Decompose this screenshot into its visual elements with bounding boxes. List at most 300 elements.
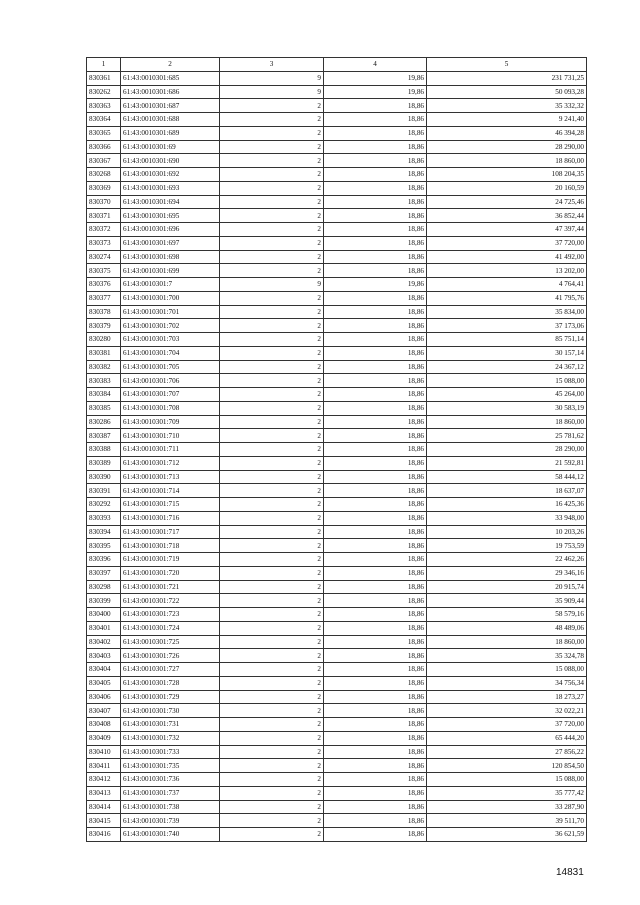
table-cell-col5: 58 444,12 — [427, 470, 587, 484]
table-cell-col1: 830411 — [87, 759, 121, 773]
table-cell-col4: 18,86 — [324, 704, 427, 718]
table-cell-col5: 9 241,40 — [427, 113, 587, 127]
table-cell-col1: 830280 — [87, 333, 121, 347]
table-cell-col5: 65 444,20 — [427, 731, 587, 745]
table-row — [87, 498, 587, 512]
table-cell-col2: 61:43:0010301:700 — [121, 291, 220, 305]
table-cell-col4: 18,86 — [324, 99, 427, 113]
table-cell-col5: 18 273,27 — [427, 690, 587, 704]
table-cell-col2: 61:43:0010301:689 — [121, 126, 220, 140]
table-cell-col2: 61:43:0010301:720 — [121, 566, 220, 580]
table-cell-col1: 830408 — [87, 718, 121, 732]
table-cell-col3: 2 — [220, 663, 324, 677]
table-row — [87, 580, 587, 594]
table-cell-col4: 18,86 — [324, 456, 427, 470]
table-cell-col5: 35 834,00 — [427, 305, 587, 319]
table-cell-col1: 830376 — [87, 278, 121, 292]
table-cell-col1: 830372 — [87, 223, 121, 237]
table-row — [87, 140, 587, 154]
table-cell-col5: 35 909,44 — [427, 594, 587, 608]
table-cell-col3: 9 — [220, 71, 324, 85]
table-cell-col5: 35 324,78 — [427, 649, 587, 663]
table-cell-col3: 2 — [220, 223, 324, 237]
table-cell-col4: 18,86 — [324, 663, 427, 677]
table-cell-col1: 830389 — [87, 456, 121, 470]
table-cell-col1: 830379 — [87, 319, 121, 333]
table-cell-col4: 18,86 — [324, 168, 427, 182]
table-cell-col2: 61:43:0010301:738 — [121, 800, 220, 814]
table-cell-col2: 61:43:0010301:740 — [121, 828, 220, 842]
table-row — [87, 786, 587, 800]
table-cell-col3: 2 — [220, 690, 324, 704]
column-header-5: 5 — [427, 58, 587, 72]
table-cell-col2: 61:43:0010301:739 — [121, 814, 220, 828]
table-cell-col1: 830394 — [87, 525, 121, 539]
table-cell-col2: 61:43:0010301:706 — [121, 374, 220, 388]
table-cell-col4: 18,86 — [324, 800, 427, 814]
page-number: 14831 — [556, 867, 584, 878]
table-cell-col3: 2 — [220, 731, 324, 745]
table-cell-col5: 37 720,00 — [427, 718, 587, 732]
table-row — [87, 704, 587, 718]
table-row — [87, 553, 587, 567]
table-cell-col2: 61:43:0010301:707 — [121, 388, 220, 402]
table-cell-col3: 2 — [220, 374, 324, 388]
table-cell-col4: 18,86 — [324, 291, 427, 305]
table-cell-col2: 61:43:0010301:69 — [121, 140, 220, 154]
table-cell-col2: 61:43:0010301:727 — [121, 663, 220, 677]
table-cell-col4: 18,86 — [324, 470, 427, 484]
table-cell-col5: 37 173,06 — [427, 319, 587, 333]
table-cell-col5: 47 397,44 — [427, 223, 587, 237]
table-cell-col4: 18,86 — [324, 126, 427, 140]
table-cell-col3: 2 — [220, 553, 324, 567]
table-row — [87, 470, 587, 484]
table-cell-col2: 61:43:0010301:696 — [121, 223, 220, 237]
table-cell-col5: 46 394,28 — [427, 126, 587, 140]
table-cell-col5: 36 621,59 — [427, 828, 587, 842]
table-cell-col3: 2 — [220, 168, 324, 182]
table-cell-col1: 830416 — [87, 828, 121, 842]
table-row — [87, 236, 587, 250]
table-cell-col1: 830298 — [87, 580, 121, 594]
table-cell-col2: 61:43:0010301:731 — [121, 718, 220, 732]
table-cell-col2: 61:43:0010301:725 — [121, 635, 220, 649]
table-cell-col1: 830383 — [87, 374, 121, 388]
table-cell-col5: 15 088,00 — [427, 374, 587, 388]
table-cell-col1: 830363 — [87, 99, 121, 113]
table-row — [87, 539, 587, 553]
table-cell-col1: 830384 — [87, 388, 121, 402]
table-cell-col3: 2 — [220, 443, 324, 457]
table-cell-col1: 830396 — [87, 553, 121, 567]
table-cell-col2: 61:43:0010301:708 — [121, 401, 220, 415]
table-cell-col1: 830366 — [87, 140, 121, 154]
table-row — [87, 181, 587, 195]
table-cell-col5: 13 202,00 — [427, 264, 587, 278]
table-cell-col3: 2 — [220, 718, 324, 732]
table-row — [87, 649, 587, 663]
table-cell-col2: 61:43:0010301:690 — [121, 154, 220, 168]
table-cell-col1: 830391 — [87, 484, 121, 498]
table-row — [87, 663, 587, 677]
table-cell-col3: 2 — [220, 456, 324, 470]
table-cell-col3: 2 — [220, 828, 324, 842]
data-table — [86, 57, 587, 842]
column-header-3: 3 — [220, 58, 324, 72]
table-cell-col1: 830402 — [87, 635, 121, 649]
table-cell-col1: 830382 — [87, 360, 121, 374]
table-cell-col2: 61:43:0010301:716 — [121, 511, 220, 525]
table-cell-col5: 41 795,76 — [427, 291, 587, 305]
table-row — [87, 278, 587, 292]
table-row — [87, 209, 587, 223]
table-cell-col2: 61:43:0010301:721 — [121, 580, 220, 594]
table-cell-col5: 58 579,16 — [427, 608, 587, 622]
table-cell-col5: 15 088,00 — [427, 773, 587, 787]
table-cell-col2: 61:43:0010301:704 — [121, 346, 220, 360]
table-cell-col3: 2 — [220, 140, 324, 154]
table-row — [87, 126, 587, 140]
table-cell-col5: 18 637,07 — [427, 484, 587, 498]
table-cell-col5: 33 948,00 — [427, 511, 587, 525]
table-cell-col2: 61:43:0010301:686 — [121, 85, 220, 99]
table-cell-col5: 4 764,41 — [427, 278, 587, 292]
table-cell-col4: 18,86 — [324, 525, 427, 539]
table-body — [87, 71, 587, 841]
table-cell-col1: 830403 — [87, 649, 121, 663]
table-cell-col2: 61:43:0010301:723 — [121, 608, 220, 622]
table-cell-col5: 16 425,36 — [427, 498, 587, 512]
table-cell-col5: 25 781,62 — [427, 429, 587, 443]
table-cell-col4: 18,86 — [324, 264, 427, 278]
table-cell-col4: 18,86 — [324, 594, 427, 608]
table-cell-col5: 120 854,50 — [427, 759, 587, 773]
table-cell-col4: 18,86 — [324, 333, 427, 347]
table-cell-col3: 2 — [220, 525, 324, 539]
table-cell-col4: 18,86 — [324, 773, 427, 787]
table-cell-col3: 2 — [220, 126, 324, 140]
table-cell-col5: 39 511,70 — [427, 814, 587, 828]
table-cell-col3: 2 — [220, 676, 324, 690]
table-cell-col5: 24 725,46 — [427, 195, 587, 209]
table-cell-col1: 830361 — [87, 71, 121, 85]
column-header-2: 2 — [121, 58, 220, 72]
table-cell-col2: 61:43:0010301:7 — [121, 278, 220, 292]
table-row — [87, 566, 587, 580]
table-cell-col2: 61:43:0010301:698 — [121, 250, 220, 264]
table-cell-col4: 18,86 — [324, 429, 427, 443]
table-row — [87, 85, 587, 99]
table-cell-col2: 61:43:0010301:724 — [121, 621, 220, 635]
table-cell-col1: 830407 — [87, 704, 121, 718]
table-cell-col4: 18,86 — [324, 718, 427, 732]
table-cell-col1: 830414 — [87, 800, 121, 814]
table-cell-col5: 35 332,32 — [427, 99, 587, 113]
table-header-row — [87, 58, 587, 72]
table-cell-col2: 61:43:0010301:726 — [121, 649, 220, 663]
table-cell-col1: 830397 — [87, 566, 121, 580]
table-cell-col2: 61:43:0010301:730 — [121, 704, 220, 718]
table-cell-col5: 33 287,90 — [427, 800, 587, 814]
table-cell-col4: 18,86 — [324, 566, 427, 580]
table-cell-col5: 231 731,25 — [427, 71, 587, 85]
table-cell-col1: 830369 — [87, 181, 121, 195]
table-row — [87, 305, 587, 319]
table-cell-col5: 30 157,14 — [427, 346, 587, 360]
table-cell-col3: 2 — [220, 704, 324, 718]
table-cell-col5: 50 093,28 — [427, 85, 587, 99]
table-cell-col4: 18,86 — [324, 346, 427, 360]
table-cell-col2: 61:43:0010301:711 — [121, 443, 220, 457]
table-cell-col4: 18,86 — [324, 731, 427, 745]
table-cell-col5: 35 777,42 — [427, 786, 587, 800]
table-cell-col4: 19,86 — [324, 71, 427, 85]
table-cell-col5: 28 290,00 — [427, 443, 587, 457]
table-cell-col1: 830378 — [87, 305, 121, 319]
table-cell-col1: 830371 — [87, 209, 121, 223]
table-cell-col4: 18,86 — [324, 814, 427, 828]
table-cell-col1: 830377 — [87, 291, 121, 305]
table-cell-col2: 61:43:0010301:729 — [121, 690, 220, 704]
table-cell-col4: 18,86 — [324, 374, 427, 388]
table-cell-col2: 61:43:0010301:687 — [121, 99, 220, 113]
table-cell-col5: 48 489,06 — [427, 621, 587, 635]
table-row — [87, 621, 587, 635]
column-header-1: 1 — [87, 58, 121, 72]
table-cell-col4: 18,86 — [324, 250, 427, 264]
table-cell-col5: 22 462,26 — [427, 553, 587, 567]
table-cell-col4: 18,86 — [324, 828, 427, 842]
table-cell-col3: 2 — [220, 346, 324, 360]
table-cell-col5: 24 367,12 — [427, 360, 587, 374]
table-row — [87, 168, 587, 182]
table-cell-col4: 18,86 — [324, 223, 427, 237]
table-cell-col5: 18 860,00 — [427, 415, 587, 429]
table-cell-col1: 830370 — [87, 195, 121, 209]
table-cell-col2: 61:43:0010301:736 — [121, 773, 220, 787]
table-cell-col4: 19,86 — [324, 85, 427, 99]
table-cell-col1: 830387 — [87, 429, 121, 443]
table-cell-col1: 830393 — [87, 511, 121, 525]
table-cell-col5: 36 852,44 — [427, 209, 587, 223]
table-cell-col2: 61:43:0010301:699 — [121, 264, 220, 278]
table-cell-col2: 61:43:0010301:733 — [121, 745, 220, 759]
table-row — [87, 113, 587, 127]
table-cell-col3: 2 — [220, 635, 324, 649]
table-cell-col5: 41 492,00 — [427, 250, 587, 264]
table-cell-col5: 19 753,59 — [427, 539, 587, 553]
table-cell-col1: 830400 — [87, 608, 121, 622]
table-cell-col3: 2 — [220, 773, 324, 787]
table-cell-col4: 18,86 — [324, 415, 427, 429]
table-cell-col3: 2 — [220, 333, 324, 347]
table-row — [87, 676, 587, 690]
table-cell-col2: 61:43:0010301:705 — [121, 360, 220, 374]
table-row — [87, 745, 587, 759]
table-cell-col4: 19,86 — [324, 278, 427, 292]
table-cell-col3: 9 — [220, 278, 324, 292]
table-cell-col4: 18,86 — [324, 140, 427, 154]
table-cell-col5: 45 264,00 — [427, 388, 587, 402]
table-row — [87, 690, 587, 704]
table-cell-col2: 61:43:0010301:703 — [121, 333, 220, 347]
table-row — [87, 346, 587, 360]
table-cell-col2: 61:43:0010301:722 — [121, 594, 220, 608]
table-row — [87, 635, 587, 649]
table-cell-col3: 2 — [220, 498, 324, 512]
table-cell-col3: 2 — [220, 786, 324, 800]
table-cell-col1: 830385 — [87, 401, 121, 415]
table-row — [87, 291, 587, 305]
table-cell-col1: 830388 — [87, 443, 121, 457]
table-row — [87, 264, 587, 278]
table-cell-col2: 61:43:0010301:715 — [121, 498, 220, 512]
table-cell-col4: 18,86 — [324, 759, 427, 773]
table-cell-col3: 2 — [220, 388, 324, 402]
table-row — [87, 429, 587, 443]
table-cell-col1: 830412 — [87, 773, 121, 787]
table-cell-col3: 2 — [220, 484, 324, 498]
table-row — [87, 443, 587, 457]
table-cell-col4: 18,86 — [324, 388, 427, 402]
table-cell-col3: 2 — [220, 511, 324, 525]
table-cell-col2: 61:43:0010301:692 — [121, 168, 220, 182]
table-cell-col1: 830406 — [87, 690, 121, 704]
table-cell-col4: 18,86 — [324, 401, 427, 415]
table-cell-col3: 2 — [220, 539, 324, 553]
table-cell-col2: 61:43:0010301:695 — [121, 209, 220, 223]
table-cell-col3: 2 — [220, 580, 324, 594]
table-cell-col2: 61:43:0010301:717 — [121, 525, 220, 539]
table-cell-col1: 830274 — [87, 250, 121, 264]
table-cell-col4: 18,86 — [324, 319, 427, 333]
table-cell-col4: 18,86 — [324, 195, 427, 209]
table-cell-col4: 18,86 — [324, 360, 427, 374]
table-cell-col3: 2 — [220, 154, 324, 168]
table-cell-col2: 61:43:0010301:685 — [121, 71, 220, 85]
table-cell-col2: 61:43:0010301:709 — [121, 415, 220, 429]
table-cell-col5: 34 756,34 — [427, 676, 587, 690]
table-cell-col3: 2 — [220, 745, 324, 759]
table-cell-col5: 20 160,59 — [427, 181, 587, 195]
table-cell-col3: 2 — [220, 415, 324, 429]
table-cell-col5: 37 720,00 — [427, 236, 587, 250]
table-cell-col1: 830413 — [87, 786, 121, 800]
table-cell-col5: 21 592,81 — [427, 456, 587, 470]
table-row — [87, 773, 587, 787]
table-cell-col3: 2 — [220, 319, 324, 333]
table-cell-col3: 2 — [220, 209, 324, 223]
table-row — [87, 388, 587, 402]
table-cell-col4: 18,86 — [324, 511, 427, 525]
table-cell-col4: 18,86 — [324, 580, 427, 594]
table-cell-col2: 61:43:0010301:710 — [121, 429, 220, 443]
table-cell-col5: 30 583,19 — [427, 401, 587, 415]
table-cell-col4: 18,86 — [324, 443, 427, 457]
table-cell-col5: 20 915,74 — [427, 580, 587, 594]
table-cell-col1: 830367 — [87, 154, 121, 168]
table-cell-col1: 830410 — [87, 745, 121, 759]
table-row — [87, 250, 587, 264]
table-row — [87, 401, 587, 415]
table-cell-col1: 830415 — [87, 814, 121, 828]
table-cell-col3: 2 — [220, 360, 324, 374]
table-cell-col2: 61:43:0010301:714 — [121, 484, 220, 498]
table-cell-col2: 61:43:0010301:735 — [121, 759, 220, 773]
table-cell-col3: 2 — [220, 621, 324, 635]
table-cell-col4: 18,86 — [324, 539, 427, 553]
table-cell-col2: 61:43:0010301:732 — [121, 731, 220, 745]
column-header-4: 4 — [324, 58, 427, 72]
table-cell-col1: 830381 — [87, 346, 121, 360]
table-cell-col2: 61:43:0010301:712 — [121, 456, 220, 470]
table-cell-col3: 2 — [220, 814, 324, 828]
table-cell-col4: 18,86 — [324, 608, 427, 622]
table-cell-col1: 830262 — [87, 85, 121, 99]
table-cell-col5: 108 204,35 — [427, 168, 587, 182]
table-row — [87, 759, 587, 773]
table-cell-col4: 18,86 — [324, 154, 427, 168]
table-cell-col3: 2 — [220, 470, 324, 484]
table-row — [87, 333, 587, 347]
table-cell-col3: 2 — [220, 608, 324, 622]
table-cell-col3: 2 — [220, 401, 324, 415]
table-row — [87, 511, 587, 525]
table-cell-col1: 830399 — [87, 594, 121, 608]
table-cell-col5: 10 203,26 — [427, 525, 587, 539]
table-row — [87, 484, 587, 498]
table-cell-col3: 9 — [220, 85, 324, 99]
table-row — [87, 195, 587, 209]
table-cell-col4: 18,86 — [324, 635, 427, 649]
table-row — [87, 608, 587, 622]
table-cell-col1: 830390 — [87, 470, 121, 484]
table-cell-col5: 29 346,16 — [427, 566, 587, 580]
table-cell-col5: 18 860,00 — [427, 635, 587, 649]
table-cell-col4: 18,86 — [324, 690, 427, 704]
table-cell-col1: 830365 — [87, 126, 121, 140]
table-cell-col3: 2 — [220, 291, 324, 305]
table-cell-col2: 61:43:0010301:728 — [121, 676, 220, 690]
table-cell-col3: 2 — [220, 429, 324, 443]
table-row — [87, 319, 587, 333]
table-cell-col1: 830373 — [87, 236, 121, 250]
table-cell-col3: 2 — [220, 99, 324, 113]
table-cell-col5: 85 751,14 — [427, 333, 587, 347]
table-cell-col4: 18,86 — [324, 181, 427, 195]
table-cell-col1: 830401 — [87, 621, 121, 635]
table-cell-col4: 18,86 — [324, 621, 427, 635]
table-cell-col1: 830286 — [87, 415, 121, 429]
table-cell-col2: 61:43:0010301:713 — [121, 470, 220, 484]
table-cell-col3: 2 — [220, 113, 324, 127]
table-cell-col5: 18 860,00 — [427, 154, 587, 168]
table-cell-col1: 830375 — [87, 264, 121, 278]
table-cell-col4: 18,86 — [324, 676, 427, 690]
table-cell-col4: 18,86 — [324, 786, 427, 800]
table-row — [87, 71, 587, 85]
table-cell-col2: 61:43:0010301:719 — [121, 553, 220, 567]
table-cell-col3: 2 — [220, 759, 324, 773]
table-cell-col2: 61:43:0010301:688 — [121, 113, 220, 127]
table-cell-col1: 830268 — [87, 168, 121, 182]
table-row — [87, 594, 587, 608]
table-cell-col4: 18,86 — [324, 305, 427, 319]
table-cell-col5: 15 088,00 — [427, 663, 587, 677]
table-cell-col3: 2 — [220, 800, 324, 814]
table-cell-col1: 830405 — [87, 676, 121, 690]
